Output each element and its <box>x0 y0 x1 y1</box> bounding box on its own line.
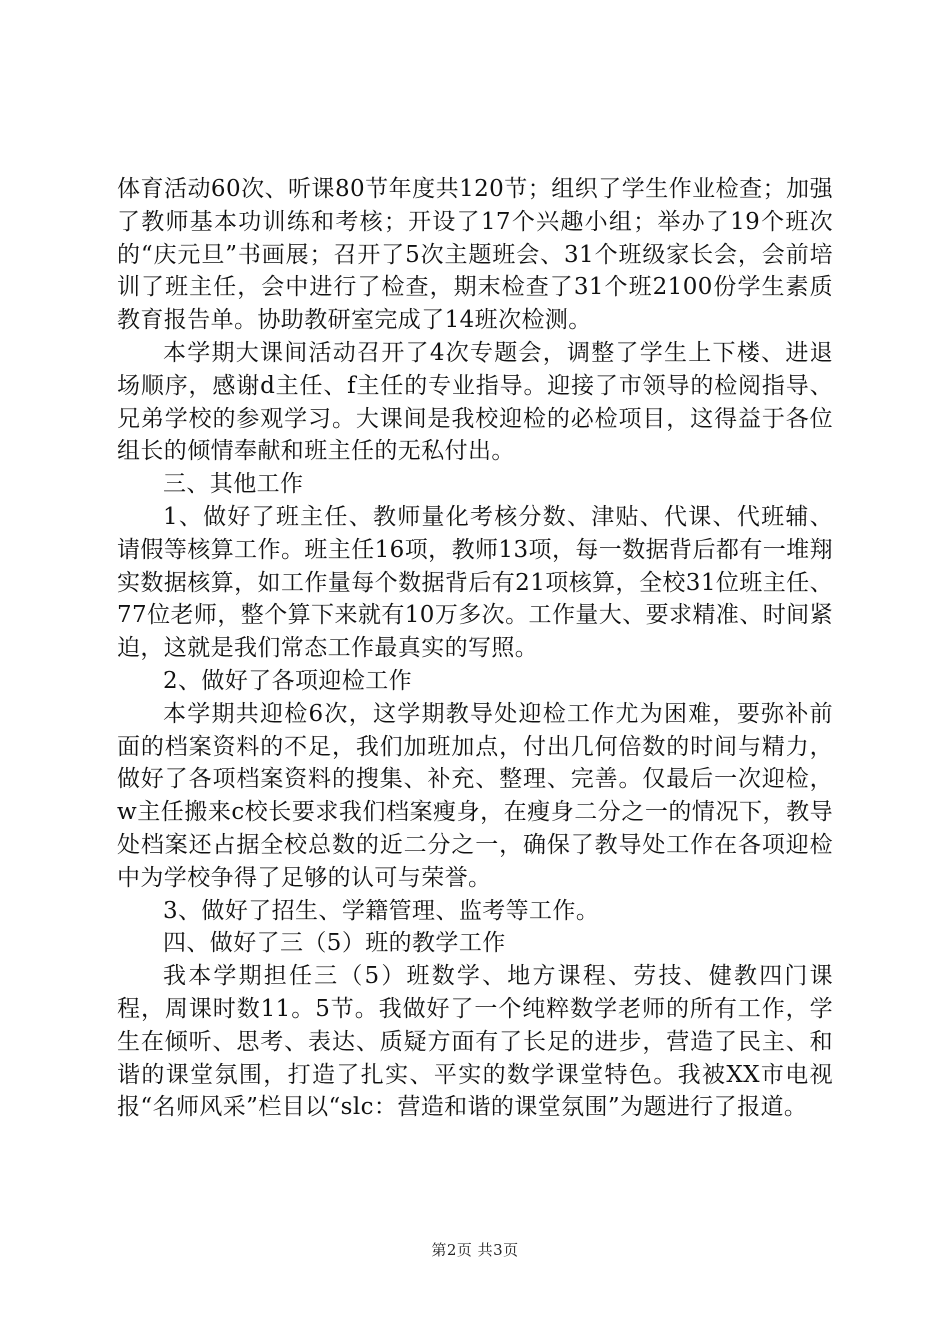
paragraph: 体育活动60次、听课80节年度共120节；组织了学生作业检查；加强了教师基本功训练和考核；开设了17个兴趣小组；举办了19个班次的“庆元旦”书画展；召开了5次主题班会、31个班级家长会，会前培训了班主任，会中进行了检查，期末检查了31个班2100份学生素质教育报告单。协助教研室完成了14班次检测。 <box>117 176 833 334</box>
section-heading: 三、其他工作 <box>163 471 304 498</box>
page-footer: 第2页 共3页 <box>431 1241 519 1259</box>
paragraph: 本学期大课间活动召开了4次专题会，调整了学生上下楼、进退场顺序，感谢d主任、f主任的专业指导。迎接了市领导的检阅指导、兄弟学校的参观学习。大课间是我校迎检的必检项目，这得益于各位组长的倾情奉献和班主任的无私付出。 <box>117 339 833 465</box>
subsection-item: 3、做好了招生、学籍管理、监考等工作。 <box>163 897 600 924</box>
paragraph: 本学期共迎检6次，这学期教导处迎检工作尤为困难，要弥补前面的档案资料的不足，我们加班加点，付出几何倍数的时间与精力，做好了各项档案资料的搜集、补充、整理、完善。仅最后一次迎检，w主任搬来c校长要求我们档案瘦身，在瘦身二分之一的情况下，教导处档案还占据全校总数的近二分之一，确保了教导处工作在各项迎检中为学校争得了足够的认可与荣誉。 <box>117 700 833 891</box>
document-body <box>117 173 833 1124</box>
subsection-heading: 2、做好了各项迎检工作 <box>163 667 413 694</box>
section-heading: 四、做好了三（5）班的教学工作 <box>163 930 506 957</box>
paragraph: 1、做好了班主任、教师量化考核分数、津贴、代课、代班辅、请假等核算工作。班主任16项，教师13项，每一数据背后都有一堆翔实数据核算，如工作量每个数据背后有21项核算，全校31位班主任、77位老师，整个算下来就有10万多次。工作量大、要求精准、时间紧迫，这就是我们常态工作最真实的写照。 <box>117 503 833 662</box>
paragraph: 我本学期担任三（5）班数学、地方课程、劳技、健教四门课程，周课时数11。5节。我做好了一个纯粹数学老师的所有工作，学生在倾听、思考、表达、质疑方面有了长足的进步，营造了民主、和谐的课堂氛围，打造了扎实、平实的数学课堂特色。我被XX市电视报“名师风采”栏目以“slc：营造和谐的课堂氛围”为题进行了报道。 <box>117 963 833 1121</box>
